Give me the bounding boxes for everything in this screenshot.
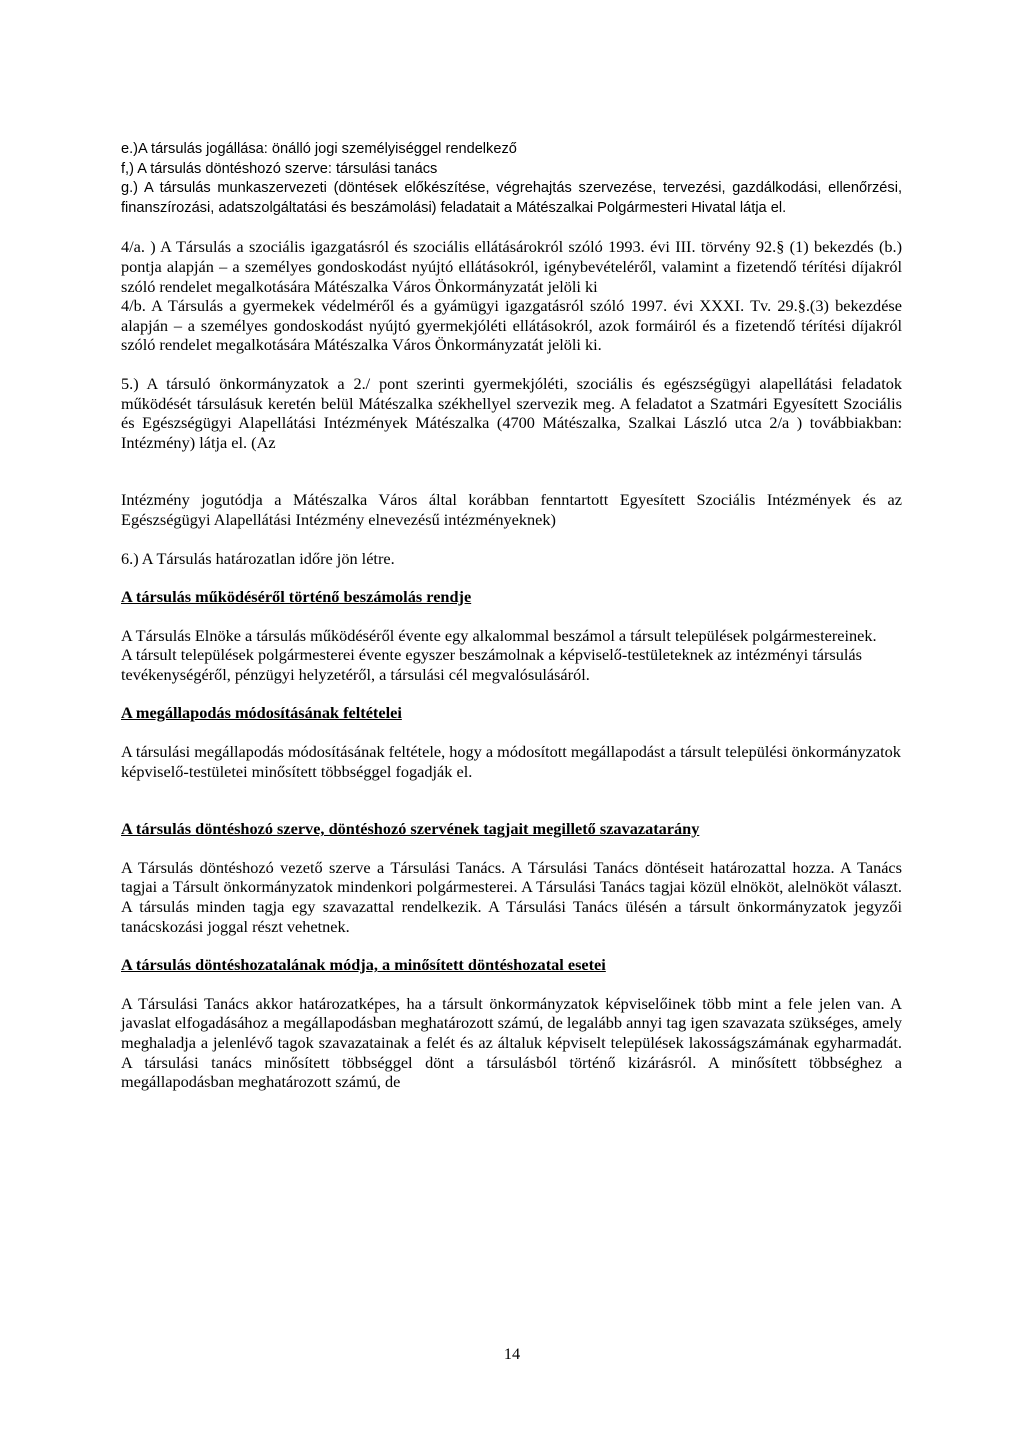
paragraph-e: e.)A társulás jogállása: önálló jogi személyiséggel rendelkező	[121, 141, 517, 157]
document-body	[121, 140, 902, 1092]
heading-decision-making: A társulás döntéshozatalának módja, a minősített döntéshozatal esetei	[121, 955, 606, 975]
paragraph-6: 6.) A Társulás határozatlan időre jön létre.	[121, 548, 395, 568]
paragraph-amendment: A társulási megállapodás módosításának feltétele, hogy a módosított megállapodást a társult települési önkormányzatok képviselő-testületei minősített többséggel fogadják el.	[121, 742, 901, 781]
paragraph-report-1: A Társulás Elnöke a társulás működéséről évente egy alkalommal beszámol a társult települések polgármestereinek.	[121, 625, 877, 645]
heading-report: A társulás működéséről történő beszámolás rendje	[121, 587, 472, 607]
heading-decision-body: A társulás döntéshozó szerve, döntéshozó szervének tagjait megillető szavazatarány	[121, 819, 700, 839]
paragraph-report-2: A társult települések polgármesterei évente egyszer beszámolnak a képviselő-testületeknek az intézményi társulás tevékenységéről, pénzügyi helyzetéről, a társulási cél megvalósulásáról.	[121, 645, 862, 684]
heading-amendment: A megállapodás módosításának feltételei	[121, 703, 402, 723]
paragraph-4a: 4/a. ) A Társulás a szociális igazgatásról és szociális ellátásárokról szóló 1993. évi III. törvény 92.§ (1) bekezdés (b.) pontja alapján – a személyes gondoskodást nyújtó ellátásokról, igénybevételéről, valamint a fizetendő térítési díjakról szóló rendelet megalkotására Mátészalka Város Önkormányzatát jelöli ki	[121, 237, 902, 296]
paragraph-5-continued: Intézmény jogutódja a Mátészalka Város által korábban fenntartott Egyesített Szociális Intézmények és az Egészségügyi Alapellátási Intézmény elnevezésű intézményeknek)	[121, 490, 902, 529]
paragraph-f: f,) A társulás döntéshozó szerve: társulási tanács	[121, 160, 438, 177]
paragraph-decision-making: A Társulási Tanács akkor határozatképes, ha a társult önkormányzatok képviselőinek több mint a fele jelen van. A javaslat elfogadásához a megállapodásban meghatározott számú, de legalább annyi tag igen szavazata szükséges, amely meghaladja a jelenlévő tagok szavazatainak a felét és az általuk képviselt települések lakosságszámának egyharmadát. A társulási tanács minősített többséggel dönt a társulásból történő kizárásról. A minősített többséghez a megállapodásban meghatározott számú, de	[121, 993, 902, 1092]
page-number: 14	[503, 1344, 521, 1363]
paragraph-g: g.) A társulás munkaszervezeti (döntések előkészítése, végrehajtás szervezése, tervezési, gazdálkodási, ellenőrzési, finanszírozási, adatszolgáltatási és beszámolási) feladatait a Mátészalkai Polgármesteri Hivatal látja el.	[121, 180, 902, 216]
paragraph-decision-body: A Társulás döntéshozó vezető szerve a Társulási Tanács. A Társulási Tanács döntéseit határozattal hozza. A Tanács tagjai a Társult önkormányzatok mindenkori polgármesterei. A Társulási Tanács tagjai közül elnököt, alelnököt választ. A társulás minden tagja egy szavazattal rendelkezik. A Társulási Tanács ülésén a társult önkormányzatok jegyzői tanácskozási joggal részt vehetnek.	[121, 857, 902, 936]
paragraph-5: 5.) A társuló önkormányzatok a 2./ pont szerinti gyermekjóléti, szociális és egészségügyi alapellátási feladatok működését társulásuk keretén belül Mátészalka székhellyel szervezik meg. A feladatot a Szatmári Egyesített Szociális és Egészségügyi Alapellátási Intézmények Mátészalka (4700 Mátészalka, Szalkai László utca 2/a ) továbbiakban: Intézmény) látja el. (Az	[121, 373, 902, 452]
paragraph-4b: 4/b. A Társulás a gyermekek védelméről és a gyámügyi igazgatásról szóló 1997. évi XXXI. Tv. 29.§.(3) bekezdése alapján – a személyes gondoskodást nyújtó gyermekjóléti ellátásokról, azok formáiról és a fizetendő térítési díjakról szóló rendelet megalkotására Mátészalka Város Önkormányzatát jelöli ki.	[121, 296, 902, 355]
